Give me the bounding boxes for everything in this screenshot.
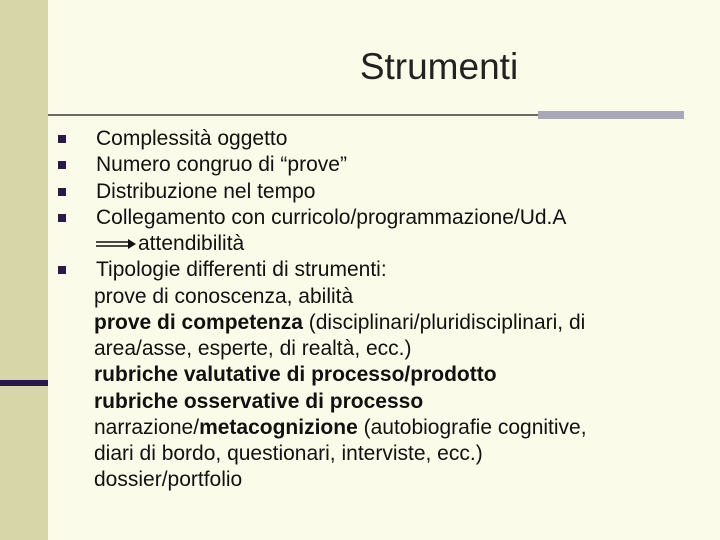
sub-line: prove di conoscenza, abilità bbox=[94, 284, 354, 308]
bullet-text: Complessità oggetto bbox=[96, 127, 288, 150]
square-bullet-icon bbox=[58, 214, 66, 222]
title-rule-accent bbox=[538, 111, 684, 119]
right-arrow-icon bbox=[94, 237, 138, 251]
arrow-line bbox=[56, 231, 676, 257]
slide-title: Strumenti bbox=[359, 46, 519, 87]
square-bullet-icon bbox=[58, 188, 66, 196]
left-accent-bar bbox=[0, 380, 48, 386]
sub-line: dossier/portfolio bbox=[94, 468, 243, 492]
arrow-text: attendibilità bbox=[138, 232, 245, 255]
bullet-text: Distribuzione nel tempo bbox=[96, 179, 316, 203]
sub-line: rubriche valutative di processo/prodotto bbox=[94, 363, 497, 387]
bullet-item bbox=[56, 205, 676, 231]
sub-line: prove di competenza (disciplinari/pluridisciplinari, di bbox=[94, 310, 586, 334]
bullet-item bbox=[56, 257, 676, 283]
slide-content bbox=[56, 126, 676, 494]
bullet-item bbox=[56, 152, 676, 178]
bullet-item bbox=[56, 179, 676, 205]
sub-line: diari di bordo, questionari, interviste, ecc.) bbox=[94, 442, 483, 465]
sub-line: area/asse, esperte, di realtà, ecc.) bbox=[94, 337, 412, 360]
bullet-item bbox=[56, 126, 676, 152]
bullet-text: Tipologie differenti di strumenti: bbox=[96, 258, 387, 282]
sub-line: rubriche osservative di processo bbox=[94, 389, 424, 413]
left-decor-band bbox=[0, 0, 48, 540]
square-bullet-icon bbox=[58, 161, 66, 169]
bullet-text: Numero congruo di “prove” bbox=[96, 153, 347, 177]
square-bullet-icon bbox=[58, 266, 66, 274]
bullet-text: Collegamento con curricolo/programmazione/Ud.A bbox=[96, 205, 567, 229]
square-bullet-icon bbox=[58, 135, 66, 143]
sub-line: narrazione/metacognizione (autobiografie cognitive, bbox=[94, 415, 587, 439]
title-rule bbox=[48, 114, 538, 116]
